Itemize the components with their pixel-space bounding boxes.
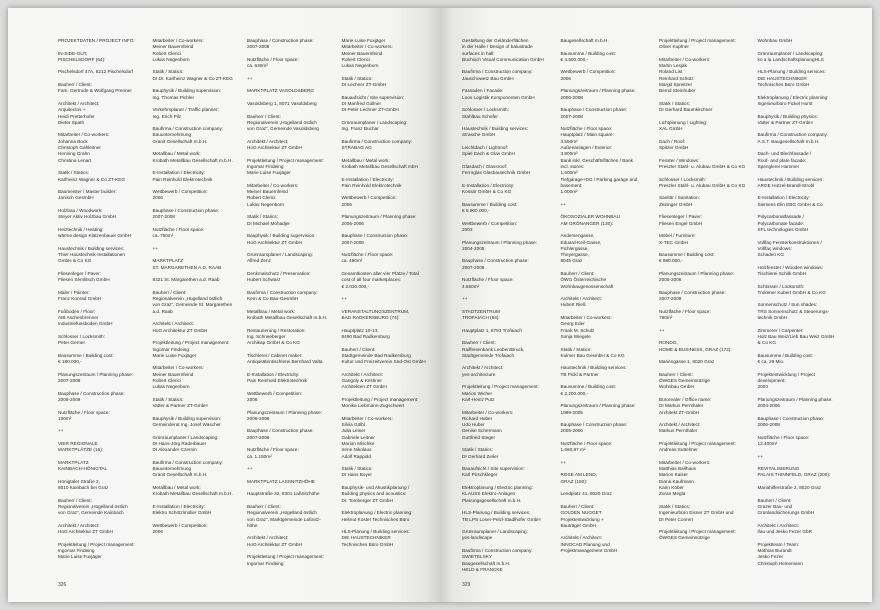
project-info-entry: Bauphysik / Building physics: Vatter & Partner ZT-GmbH	[757, 113, 818, 125]
project-info-entry: Bauherr / Client: Raiffeisenbank Leoben/Bruck, Stadtgemeinde Trofaiach	[462, 340, 525, 358]
project-info-entry: Marie Luise Fuxjäger Mitarbeiter / Co-workers: Meiner Bauernfeind Robert Clerici Lukas Negenborn	[341, 38, 393, 69]
project-info-entry: HLS-Planung / Building services: TB LPS Loser-Pelzl-Stadlhofer GmbH	[462, 510, 541, 522]
text-column	[462, 38, 557, 580]
project-info-entry: Projektteam / Team: Mathias Burandt Jesko Fezer Christoph Heinemann	[757, 541, 803, 566]
project-info-entry: Gestaltung der Geländerflächen in der Halle / Design of balustrade surfaces in hall: Büchsich Visual Communication GmbH	[462, 38, 544, 62]
project-info-entry: Statik / Statics: Vatter & Partner ZT-GmbH	[152, 396, 208, 409]
project-info-entry: Planungszeitraum / Planning phase: 2006-2006	[341, 214, 417, 226]
project-info-entry: Projektleitung / Project management: Ingomar Findeing Marie Luise Fuxjäger	[247, 157, 324, 176]
project-info-entry: Projektleitung / Project management: Monika Liebmann-Zugschwert	[341, 396, 419, 409]
project-info-entry: Wettbewerb / Competition: 2006	[560, 69, 616, 81]
project-info-entry: E-Installation / Electricity: Pain Reinhold Elektrotechnik	[247, 371, 307, 384]
project-info-entry: Verkehrsplaner / Traffic planner: Ing. Erich Pilz	[152, 107, 219, 119]
project-info-entry: Planungszeitraum / Planning phase: 2004-2006	[757, 396, 833, 409]
project-info-entry: Architekt / Architect: Gangoly & Kristiner Architekten ZT GmbH	[341, 371, 387, 390]
project-info-entry: Wettbewerb / Competition: 2003	[462, 220, 518, 232]
project-info-entry: Bürorealer / Office name: DI Markus Pernthaler Architekt ZT-GmbH	[659, 396, 712, 415]
project-info-entry: E-Installation / Electricity: Pain Reinhold Elektrotechnik	[341, 176, 402, 188]
project-info-entry: Nutzfläche / Floor space: 4.550m²	[462, 277, 514, 289]
project-info-entry: Mariengasse 1, 8020 Graz	[659, 359, 715, 365]
project-info-entry: ++	[659, 327, 665, 333]
project-info-entry: STADTZENTRUM TROFAIACH (94):	[462, 308, 500, 321]
project-info-entry: MARKTPLATZ VASOLDSBERG	[247, 88, 315, 94]
project-info-entry: Bauphase / Construction phase: 2007-2008	[152, 208, 220, 220]
project-info-entry: Projektleitung / Project management: Andreas Suttelmer	[659, 441, 736, 453]
project-info-entry: Haustechnik / Building services: Strasche GmbH	[462, 126, 529, 138]
project-info-entry: Bauherr / Client: Regionalverein „Hügelland östlich von Graz“, Gemeinde Kainbach	[58, 497, 128, 516]
project-info-entry: Mitarbeiter / Co-workers: Johanna Bock Christoph Gahleitner Henning Grahn Christina Lenart	[58, 132, 110, 163]
project-info-entry: Planungszeitraum / Planning phase: 2005-2006	[659, 270, 735, 283]
text-column	[58, 38, 149, 573]
project-info-entry: Hauptplatz 10-13, 8490 Bad Radkersburg	[341, 327, 390, 339]
project-info-entry: E-Installation / Electricity: Elektro Schötzlmüller GmbH	[152, 503, 212, 516]
project-info-entry: Bausumme / Building cost: € 2.200.000,-	[560, 384, 616, 396]
project-info-entry: Bausumme / Building cost: € 5.900.000,-	[462, 201, 518, 214]
project-info-entry: RONDO, HOME & BUSINESS, GRAZ (172):	[659, 340, 732, 352]
project-info-entry: Baufirma / Construction company: SWIETELSKY Baugesellschaft m.b.H. HELD & FRANCKE	[462, 548, 533, 572]
project-info-entry: Architekt / Architect: ifau und Jesko Fezer GbR	[757, 522, 812, 535]
right-page-columns	[462, 38, 852, 580]
book-spread	[8, 8, 872, 602]
project-info-entry: Sanitär / Sanitation: Zeiringer GmbH	[659, 195, 700, 207]
project-info-entry: Bauaufsicht / Site supervision: Karl Pirschkleger	[462, 466, 525, 478]
project-info-entry: Mariahilferstraße 2, 8020 Graz	[757, 485, 822, 491]
project-info-entry: Grünraumplaner / Landscaping: Ing. Franz Buchar	[341, 119, 408, 132]
project-info-entry: Projektleitung / Project management: Oliver Kupfner	[659, 38, 736, 50]
project-info-entry: ++	[247, 466, 253, 472]
project-info-entry: E-Installation / Electricity: Pain Reinhold Elektrotechnik	[152, 170, 213, 182]
project-info-entry: Planungszeitraum / Planning phase: 2006-2008	[560, 88, 636, 100]
project-info-entry: Fliesenleger / Paver: Fliesen Engel GmbH	[659, 214, 703, 226]
project-info-entry: Nutzfläche / Floor space: 100m²	[58, 409, 110, 421]
project-info-entry: Statik / Statics: DI Gerhard Zeiler	[462, 447, 499, 459]
project-info-entry: ++	[757, 453, 763, 459]
project-info-entry: Statik / Statics: DI Hans Boyer	[341, 466, 373, 478]
project-info-entry: Architekt / Architect: INNOCAD Planung und Projektmanagement GmbH	[560, 535, 618, 554]
project-info-entry: VIER REGIONALE MARKTPLÄTZE (16):	[58, 441, 104, 453]
project-info-entry: Polycarbonatfassade / Polycarbonate facade: SFL technologies GmbH	[757, 214, 809, 232]
project-info-entry: Leichtdach / Lightroof: Spiel Dach & Glas GmbH	[462, 145, 515, 157]
project-info-entry: ++	[560, 201, 566, 207]
project-info-entry: Bauphase / Construction phase: 2007-2008	[560, 107, 628, 119]
project-info-entry: Zimmerer / Carpenter: Holz Bau Weiz/Lieb Bau Weiz GmbH & Co KG	[757, 327, 835, 346]
project-info-entry: Grünraumplaner / Landscaping: DI Hans-Jörg Raderbauer DI Alexander Czernin	[152, 434, 219, 453]
project-info-entry: ++	[152, 245, 158, 251]
project-info-entry: Baufirma / Construction company: Kern & Co Bau-GesmbH	[247, 289, 318, 302]
project-info-entry: Bauphase / Construction phase: 2007-2008	[341, 233, 409, 245]
project-info-entry: Projektentwicklung / Project development: 2003	[757, 371, 816, 390]
project-info-entry: Statik / Statics: DI Michael Mohadjer	[247, 214, 290, 226]
project-info-entry: Architekt / Architect: HoG Architektur ZT GmbH	[152, 321, 208, 333]
project-info-entry: PROJEKTDATEN / PROJECT INFO:	[58, 38, 135, 43]
project-info-entry: Lichtplanung / Lighting: XAL GmbH	[659, 119, 708, 132]
project-info-entry: Bauphysik / Building supervision: Ing. Thomas Pichler	[152, 88, 222, 100]
project-info-entry: ROSE AM LEND, GRAZ (150):	[560, 472, 597, 484]
project-info-entry: Bauphase / Construction phase: 2007-2008	[659, 289, 726, 302]
project-info-entry: Möbel / Furniture: X-TEC GmbH	[659, 233, 696, 245]
project-info-entry: Tischlerei / Cabinet maker: Antiquitätentischlerei Bernhard Valta	[247, 352, 323, 365]
project-info-entry: Architekt / Architect: HoG Architektur ZT GmbH	[247, 535, 302, 547]
project-info-entry: Nutzfläche / Floor space: ca. 760m²	[152, 226, 205, 239]
project-info-entry: Nutzfläche / Floor space: Hauptplatz / Main square: 3.550m² Außenanlagen / Exterior: 3.800m² Bank inkl. Geschäftsflächen / Bank incl. stores: 1.600m² Tiefgarage+DG / Parking garage and basement: 1.000m²	[560, 126, 638, 195]
project-info-entry: Baugesellschaft m.b.H.	[560, 38, 609, 43]
project-info-entry: Hönigtaler Straße 2, 8010 Kainbach bei Graz	[58, 478, 109, 491]
project-info-entry: Metallbau / Metal work: Krobath Metallbau Gesellschaft m.b.H.	[152, 151, 233, 163]
project-info-entry: Haustechnik / Building services: Thier Haustechnik-Installationen GmbH & Co KG	[58, 245, 125, 264]
project-info-entry: Architekt / Architect: Arquitectos + Heidi Pretterhofer Dieter Spath	[58, 100, 100, 125]
project-info-entry: Hauptplatz 1, 8793 Trofaiach	[462, 327, 522, 333]
project-info-entry: Projektleitung / Project management: Ingomar Findeing Marie Luise Fuxjäger	[58, 541, 135, 560]
text-column	[153, 38, 244, 573]
project-info-entry: Bauherr / Client: Grazer Bau- und Grünlandsicherungs GmbH	[757, 497, 815, 516]
text-column	[561, 38, 656, 580]
project-info-entry: Bausumme / Building cost: € 4.500.000,-	[560, 50, 616, 62]
project-info-entry: Mitarbeiter / Co-workers: Matthias Ballhaus Marion Kaiser Diana Kaufmann Karin Köber Zoran Megla	[659, 459, 711, 497]
project-info-entry: REVITALISIERUNG PALAIS THINNFELD, GRAZ (200):	[757, 466, 831, 478]
project-info-entry: Baufirma / Construction company: Bauunternehmung Granit Gesellschaft m.b.H.	[152, 459, 224, 478]
project-info-entry: MARKTPLATZ KAINBACH-HÖNIGTAL	[58, 459, 108, 472]
project-info-entry: Nutzfläche / Floor space: ca. 1.150m²	[247, 447, 299, 459]
project-info-entry: Projektleitung / Project management: Ingomar Findeing Marie Luise Fuxjäger	[152, 340, 230, 358]
project-info-entry: Nutzfläche / Floor space: 12.400m²	[757, 434, 810, 446]
project-info-entry: Fliesenleger / Paver: Fliesen Semlitsch GmbH	[58, 270, 110, 283]
project-info-entry: Wettbewerb / Competition: 2006	[152, 189, 208, 201]
project-info-entry: Elektroplanung / Electric planning: Helmut Koster Technisches Büro	[341, 510, 413, 522]
project-info-entry: Fußboden / Floor: AIB Aschenbrenner Industriefussboden GmbH	[58, 308, 113, 327]
text-column	[659, 38, 754, 580]
project-info-entry: Andersengasse, Eduard-Keil-Gasse, Pichlergasse, Theyergasse, 8045 Graz	[560, 233, 602, 264]
project-info-entry: Bauaufsicht / Site supervision: DI Manfred Gollner DI Peter Lechner ZT-GmbH	[341, 94, 405, 113]
project-info-entry: Bauherr / Client: Fam. Gertrude & Wolfgang Prenner	[58, 82, 132, 94]
project-info-entry: Bauphase / Construction phase: 2007-2008	[247, 428, 314, 440]
project-info-entry: HLS-Planung / Building services: DIE HAUSTECHNIKER Technisches Büro GmbH	[757, 69, 826, 88]
text-column	[247, 38, 338, 573]
project-info-entry: Bauphysik / Building supervision: HoG Architektur ZT GmbH	[247, 233, 316, 245]
project-info-entry: Dach / Roof: Spitzer GmbH	[659, 138, 689, 151]
project-info-entry: Bauphase / Construction phase: 2005-2006	[560, 422, 628, 434]
project-info-entry: ++	[560, 459, 566, 465]
project-info-entry: Elektroplanung / Electric planning: Ingenieurbüro Fickel Horst	[757, 94, 829, 106]
project-info-entry: ++	[341, 296, 347, 302]
project-info-entry: Schlosser / Locksmith: Stahlbau Schöfer	[462, 107, 509, 119]
project-info-entry: Bausumme / Building cost: € ca. 29 Mio.	[757, 352, 813, 365]
project-info-entry: ++	[247, 75, 253, 81]
project-info-entry: Bauherr / Client: ÖWG Österreichische Wohnbaugenossenschaft	[560, 270, 614, 289]
project-info-entry: Schlosser / Locksmith: Peter Gerner	[58, 333, 105, 346]
project-info-entry: Dach- und Blechfassade / Roof- and plate facade: Spenglerei Hammer	[757, 151, 812, 169]
project-info-entry: Bauphysik- und Akustikplanung / Building physics and acoustics: Dr. Tomberger ZT GmbH	[341, 485, 410, 503]
project-info-entry: 8321 St. Margarethen a.d. Raab	[152, 277, 220, 283]
project-info-entry: Metallbau / Metal work: Krobath Metallbau Gesellschaft mbH	[341, 157, 418, 169]
project-info-entry: HLS-Planung / Building services: DIE HAUSTECHNIKER Technisches Büro GmbH	[341, 529, 410, 547]
project-info-entry: Architekt / Architect: HoG Architektur ZT GmbH	[247, 138, 302, 151]
project-info-entry: Holzbau / Woodwork: Steyer Aktiv Holzbau GmbH	[58, 208, 117, 220]
project-info-entry: Baufirma / Construction company: Jauschowetz Bau GmbH	[462, 69, 533, 81]
project-info-entry: Mitarbeiter / Co-workers: Meiner Bauernfeind Robert Clerici Lukas Negenborn	[152, 365, 204, 390]
project-info-entry: E-Installation / Electricity: Siemens Elin EBG GmbH & Co	[757, 195, 823, 207]
project-info-entry: VERANSTALTUNGSZENTRUM, BAD RADKERSBURG (74):	[341, 308, 410, 321]
project-info-entry: Mitarbeiter / Co-workers: Richard Huber Udo Huber Denise Schermann Gottfried Steger	[462, 409, 514, 440]
project-info-entry: Mitarbeiter / Co-workers: Meiner Bauernfeind Robert Clerici Lukas Negenborn	[247, 182, 299, 207]
project-info-entry: Wettbewerb / Competition: 2006	[152, 522, 208, 535]
project-info-entry: Planungszeitraum / Planning phase: 1999-2005	[560, 403, 636, 415]
project-info-entry: Restaurierung / Restoration: Ing. Schneeberger Archikap GmbH & Co KG	[247, 327, 306, 346]
project-info-entry: ++	[462, 296, 468, 302]
project-info-entry: Bauphase / Construction phase: 2007-2008	[247, 38, 314, 50]
text-column	[342, 38, 433, 573]
project-info-entry: Metallbau / Metal work: Krobath Metallbau Gesellschaft m.b.H.	[152, 485, 233, 497]
project-info-entry: Fenster / Windows: Preszler Stahl- u. Alubau GmbH & Co KG	[659, 157, 746, 169]
project-info-entry: Maler / Painter: Franz Konrad GmbH	[58, 289, 102, 302]
project-info-entry: ÖKOSOZIALER WOHNBAU AM GRÖNANGER (130):	[560, 214, 620, 226]
project-info-entry: Architekt / Architect: yes-architecture	[462, 365, 504, 377]
project-info-entry: Planungszeitraum / Planning phase: 2006-2006	[247, 409, 323, 421]
project-info-entry: Projektleitung / Project management: ÖWGES Gemeinnützige	[659, 529, 736, 541]
page-number: 329	[462, 582, 471, 588]
project-info-entry: Fassaden / Facade: Loos Logistik Komponenten GmbH	[462, 88, 535, 100]
project-info-entry: Heiztechnik / Heating: wärme design Klatzenbauer GmbH	[58, 226, 131, 239]
project-info-entry: Bausumme / Building cost: € 180.000,-	[58, 352, 114, 365]
project-info-entry: Statik / Statics: Ingenieurbüro Eisner ZT GmbH und DI Peter Conrert	[659, 503, 734, 522]
project-info-entry: Bauherr / Client: GOLDEN NUGGET Projektentwicklung + Bauträger GmbH	[560, 503, 604, 528]
page-number: 326	[58, 582, 67, 588]
left-page-columns	[58, 38, 432, 573]
project-info-entry: Nutzfläche / Floor space: ca. 630m²	[247, 56, 299, 69]
project-info-entry: Vasoldsberg 1, 8071 Vasoldsberg	[247, 100, 317, 106]
project-info-entry: Wettbewerb / Competition: 2006	[247, 390, 303, 402]
project-info-entry: Baufirma / Construction company: A.S.T. Baugesellschaft m.b.H.	[757, 132, 829, 144]
project-info-entry: Hauptstraße 32, 8301 Laßnitzhöhe	[247, 491, 320, 497]
project-info-entry: Denkmalschutz / Preservation: Hubert Schwarz	[247, 270, 311, 283]
project-info-entry: Sonnenschutz / Sun shades: TRS Sonnenschutz & Steuerungs- technik GmbH	[757, 302, 830, 321]
project-info-entry: Planungszeitraum / Planning phase: 2007-2008	[58, 371, 134, 384]
project-info-entry: Schlosser / Locksmith: Trukener Kubert GmbH & Co KG	[757, 283, 826, 295]
project-info-entry: Baufirma / Construction company: Bauunternehmung Granit Gesellschaft m.b.H.	[152, 126, 224, 144]
project-info-entry: Bauphase / Construction phase: 2007-2008	[462, 258, 529, 270]
project-info-entry: Projektleitung / Project management: Marion Wicher Karl-Heinz Putz	[462, 384, 539, 402]
project-info-entry: Bauherr / Client: ÖWGES Gemeinnützige Wohnbau GmbH	[659, 371, 710, 390]
project-info-entry: Statik / Statics: DI Lechner ZT-GmbH	[341, 75, 387, 88]
project-info-entry: Glasdach / Glassroof: Ferroglas Glasbautechnik GmbH	[462, 163, 531, 176]
project-info-entry: Lendplatz 41, 8020 Graz	[560, 491, 612, 497]
project-info-entry: Architekt / Architect: Hubert Rieß	[560, 296, 602, 308]
project-info-entry: Schlosser / Locksmith: Preszler Stahl- u. Alubau GmbH & Co KG	[659, 176, 746, 188]
project-info-entry: Statik / Statics: DI Dr. Karlheinz Wagner & Co ZT-KEG	[152, 69, 233, 81]
project-info-entry: Grünraumplaner / Landscaping: yes-landscape	[462, 529, 528, 541]
project-info-entry: IN-SIDE-OUT, PISCHELSDORF (64):	[58, 50, 106, 62]
project-info-entry: ++	[58, 428, 64, 434]
project-info-entry: Projektleitung / Project management: Ingomar Findeing	[247, 554, 324, 566]
project-info-entry: MARKTPLATZ LASSNITZHÖHE	[247, 478, 315, 484]
project-info-entry: Bauphase / Construction phase: 2006-2008	[757, 415, 825, 428]
text-column	[758, 38, 853, 580]
project-info-entry: Bauphysik / Building supervision: Gemeinderat Ing. Josef Wascher	[152, 415, 222, 428]
project-info-entry: Mitarbeiter / Co-workers: Silvia Gölbl Julia Leiner Gabriele Leitner Marion Mischke Irene Nikolaus Adolf Rappold	[341, 415, 393, 459]
project-info-entry: Mitarbeiter / Co-workers: Meiner Bauernfeind Robert Clerici Lukas Negenborn	[152, 38, 204, 62]
project-info-entry: Statik / Statics: Kulmer Bau GesmbH & Co KG	[560, 346, 625, 358]
project-info-entry: Mitarbeiter / Co-workers: Martin Lesjak Roland List Reinhard Schütz Margit Spreitzer Bernd Steinhuber	[659, 56, 711, 94]
project-info-entry: Architekt / Architect: Markus Pernthaler	[659, 422, 701, 434]
project-info-entry: MARKTPLATZ ST. MARGARETHEN A.D. RAAB	[152, 258, 222, 270]
project-info-entry: Nutzfläche / Floor space: 1.660,87 m²	[560, 441, 613, 453]
project-info-entry: Bauherr / Client: Regionalverein „Hügelland östlich von Graz“, Marktgemeinde Laßnitz- höhe	[247, 503, 321, 528]
project-info-entry: Elektroplanung / Electric planning: KLAUSS Elektro-Anlagen Planungsgesellschaft m.b.H.	[462, 485, 533, 503]
project-info-entry: Haustechnik / Building services: ARGE Hotzel-Brandl-Strobl	[757, 176, 824, 188]
project-info-entry: Grünraumplaner / Landscaping: ko a la LandschaftsplanungHLS	[757, 50, 824, 62]
project-info-entry: Baumeister / Master builder: Janisch GesmbH	[58, 189, 117, 201]
project-info-entry: Mitarbeiter / Co-workers: Georg Eder Frank M. Schulz Sonja Wiegele	[560, 315, 612, 339]
project-info-entry: Statik / Statics: DI Gerhard Baumkirchner	[659, 100, 713, 113]
project-info-entry: Bausumme / Building cost: € 980.000,-	[659, 252, 715, 264]
project-info-entry: Bauherr / Client: Regionalverein „Hügelland östlich von Graz“, Gemeinde Vasoldsberg	[247, 113, 319, 132]
project-info-entry: Baufirma / Construction company: STRABAG AG	[341, 138, 413, 151]
project-info-entry: Architekt / Architect: HoG Architektur ZT GmbH	[58, 522, 113, 535]
project-info-entry: Planungszeitraum / Planning phase: 2004-2005	[462, 239, 538, 251]
project-info-entry: Grünraumplaner / Landscaping: Alfred Zenz	[247, 252, 313, 264]
project-info-entry: Wohnbau GmbH	[757, 38, 793, 43]
project-info-entry: Bauherr / Client: Stadtgemeinde Bad Radkersburg Kultur und Freizeitverein Süd-Ost GmbH	[341, 346, 426, 365]
project-info-entry: Metallbau / Metal work: Krobath Metallbau Gesellschaft m.b.H.	[247, 308, 328, 321]
project-info-entry: Nutzfläche / Floor space: ca. 490m²	[341, 252, 394, 264]
project-info-entry: Wettbewerb / Competition: 2006	[341, 195, 397, 207]
project-info-entry: Haustechnik / Building services: TB Pickl & Partner	[560, 365, 627, 377]
right-page	[440, 8, 872, 602]
project-info-entry: Pischelsdorf 47A, 8212 Pischelsdorf	[58, 69, 134, 75]
project-info-entry: Nutzfläche / Floor space: 790m²	[659, 308, 711, 321]
project-info-entry: Gesamtkosten aller vier Plätze / Total cost of all four marketplaces: € 2.030.000,-	[341, 270, 419, 289]
project-info-entry: Bauphase / Construction phase: 2008-2009	[58, 390, 125, 402]
project-info-entry: Holzfenster / Wooden windows: Tischlerei Schilk GmbH	[757, 264, 824, 276]
project-info-entry: E-Installation / Electricity: Kossär GmbH & Co KG	[462, 182, 515, 195]
project-info-entry: Vollfaç-Fensterkonstruktionen / Vollfaç windows: Schaden KG	[757, 239, 822, 258]
left-page	[8, 8, 440, 602]
project-info-entry: Statik / Statics: Karlheinz Wagner & Co ZT-KEG	[58, 170, 126, 182]
project-info-entry: Bauherr / Client: Regionalverein „Hügelland östlich von Graz“, Gemeinde St. Margarethen a.d. Raab	[152, 289, 233, 314]
